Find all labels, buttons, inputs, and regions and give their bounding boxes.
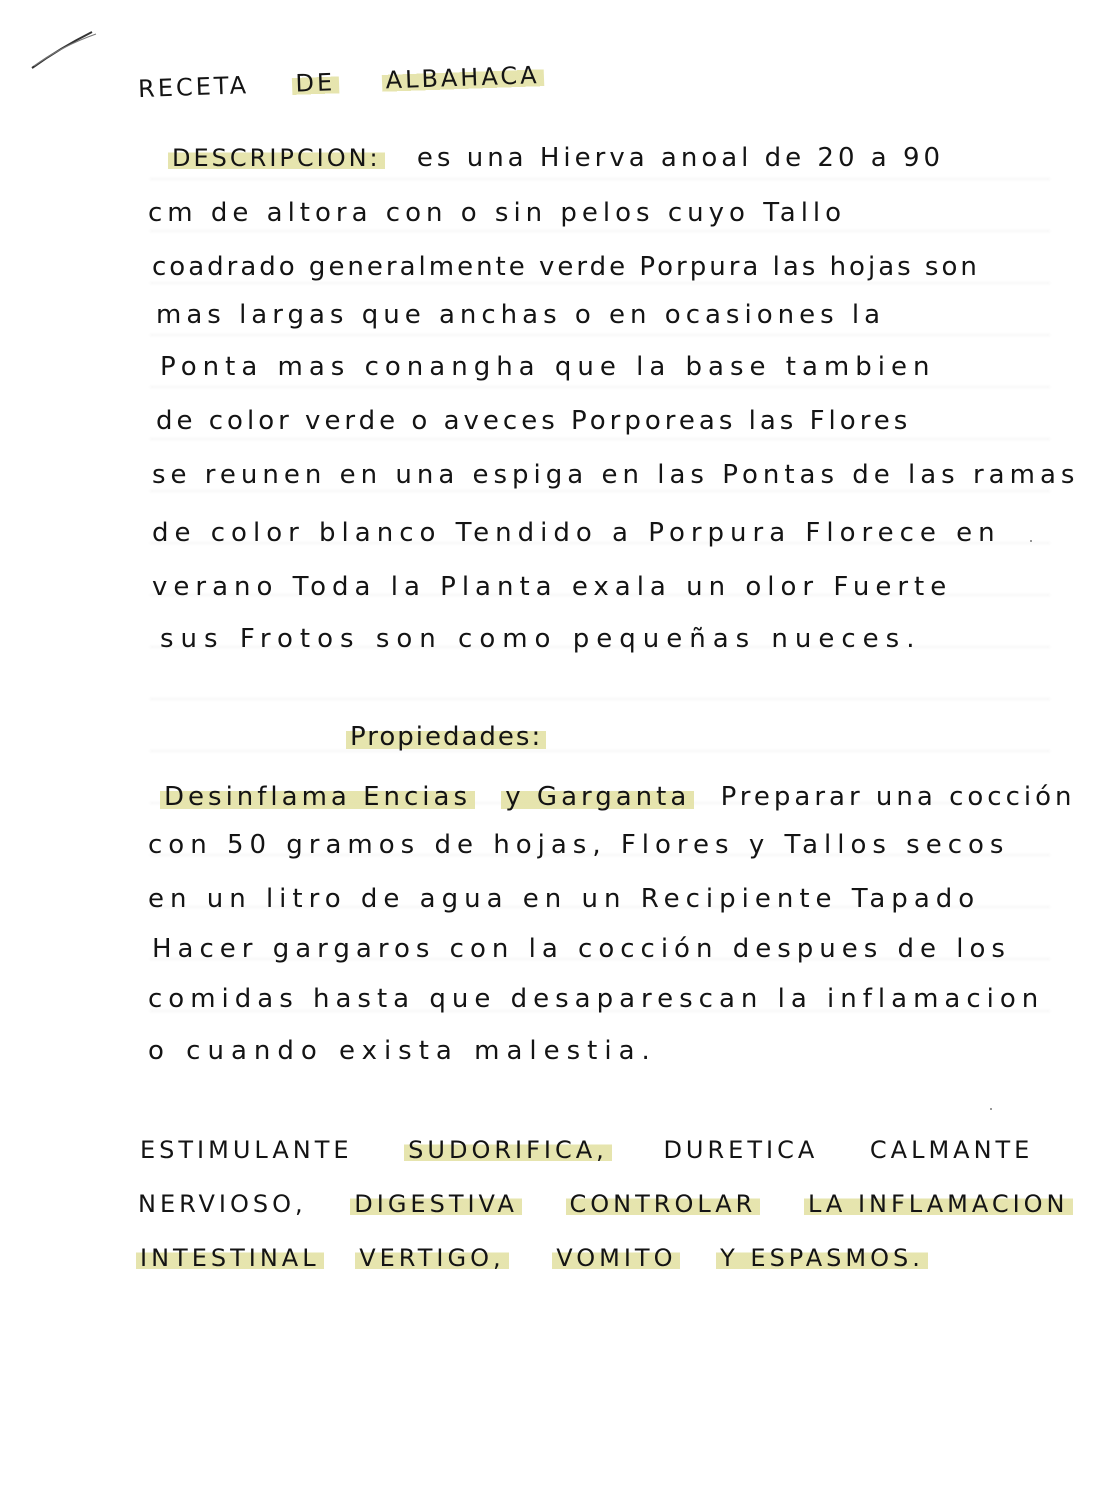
properties-line-6: o cuando exista malestia. — [148, 1036, 657, 1066]
page-title: RECETA DE ALBAHACA — [138, 61, 544, 103]
description-line-5: Ponta mas conangha que la base tambien — [160, 352, 936, 382]
scan-speck — [990, 1108, 992, 1110]
properties-line-5: comidas hasta que desaparescan la inflamacion — [148, 984, 1045, 1014]
description-line-1: DESCRIPCION: es una Hierva anoal de 20 a 90 — [168, 143, 944, 173]
description-line-4: mas largas que anchas o en ocasiones la — [156, 300, 886, 330]
properties-heading: Propiedades: — [346, 722, 546, 752]
properties-line-2: con 50 gramos de hojas, Flores y Tallos secos — [148, 830, 1010, 860]
description-line-10: sus Frotos son como pequeñas nueces. — [160, 624, 922, 654]
description-line-7: se reunen en una espiga en las Pontas de las ramas — [152, 460, 1080, 490]
scan-speck — [1030, 540, 1032, 542]
description-line-3: coadrado generalmente verde Porpura las hojas son — [152, 252, 980, 282]
description-line-2: cm de altora con o sin pelos cuyo Tallo — [148, 198, 847, 228]
properties-line-4: Hacer gargaros con la cocción despues de los — [152, 934, 1011, 964]
pen-mark — [30, 30, 100, 70]
description-line-9: verano Toda la Planta exala un olor Fuerte — [152, 572, 953, 602]
uses-line-1: ESTIMULANTE SUDORIFICA, DURETICA CALMANTE — [140, 1136, 1034, 1164]
properties-line-3: en un litro de agua en un Recipiente Tapado — [148, 884, 981, 914]
uses-line-3: INTESTINAL VERTIGO, VOMITO Y ESPASMOS. — [136, 1244, 928, 1272]
uses-line-2: NERVIOSO, DIGESTIVA CONTROLAR LA INFLAMACION — [138, 1190, 1073, 1218]
properties-line-1: Desinflama Encias y Garganta Preparar una cocción — [160, 782, 1075, 812]
description-line-6: de color verde o aveces Porporeas las Flores — [156, 406, 912, 436]
description-line-8: de color blanco Tendido a Porpura Florece en — [152, 518, 1001, 548]
